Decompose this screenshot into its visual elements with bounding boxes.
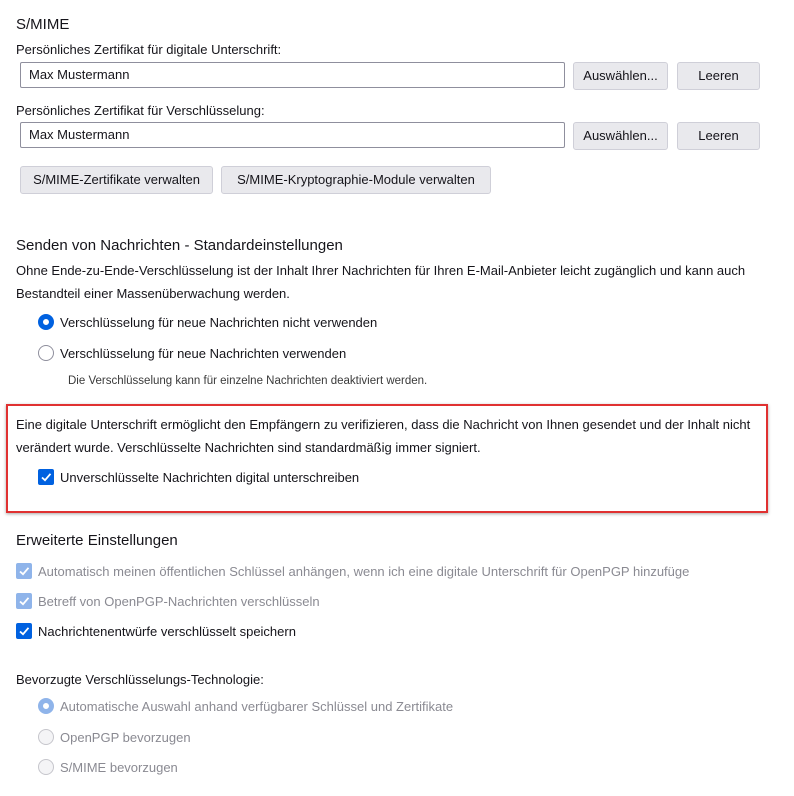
sending-heading: Senden von Nachrichten - Standardeinstellungen [16, 237, 343, 254]
checkmark-icon [40, 471, 52, 483]
encryption-cert-field[interactable]: Max Mustermann [20, 122, 565, 148]
signing-select-button[interactable]: Auswählen... [573, 62, 668, 90]
attach-key-label: Automatisch meinen öffentlichen Schlüssel anhängen, wenn ich eine digitale Unterschrift für OpenPGP hinzufüge [38, 564, 690, 579]
encrypt-drafts-checkbox[interactable] [16, 623, 32, 639]
radio-tech-auto-label: Automatische Auswahl anhand verfügbarer Schlüssel und Zertifikate [60, 699, 454, 714]
radio-encryption-label[interactable]: Verschlüsselung für neue Nachrichten verwenden [60, 346, 347, 361]
signing-cert-label: Persönliches Zertifikat für digitale Unterschrift: [16, 42, 282, 57]
encrypt-subject-checkbox [16, 593, 32, 609]
signing-clear-button[interactable]: Leeren [677, 62, 760, 90]
checkmark-icon [18, 565, 30, 577]
checkmark-icon [18, 595, 30, 607]
radio-tech-auto [38, 698, 54, 714]
radio-encryption[interactable] [38, 345, 54, 361]
technology-label: Bevorzugte Verschlüsselungs-Technologie: [16, 672, 264, 687]
sign-unencrypted-label[interactable]: Unverschlüsselte Nachrichten digital unterschreiben [60, 470, 360, 485]
smime-heading: S/MIME [16, 16, 70, 33]
encryption-clear-button[interactable]: Leeren [677, 122, 760, 150]
radio-tech-openpgp-label: OpenPGP bevorzugen [60, 730, 191, 745]
attach-key-checkbox [16, 563, 32, 579]
advanced-heading: Erweiterte Einstellungen [16, 532, 178, 549]
encrypt-drafts-label[interactable]: Nachrichtenentwürfe verschlüsselt speichern [38, 624, 296, 639]
radio-no-encryption[interactable] [38, 314, 54, 330]
checkmark-icon [18, 625, 30, 637]
encryption-note: Die Verschlüsselung kann für einzelne Nachrichten deaktiviert werden. [68, 375, 428, 387]
sign-unencrypted-checkbox[interactable] [38, 469, 54, 485]
signing-cert-field[interactable]: Max Mustermann [20, 62, 565, 88]
radio-tech-openpgp [38, 729, 54, 745]
encryption-select-button[interactable]: Auswählen... [573, 122, 668, 150]
signature-description: Eine digitale Unterschrift ermöglicht den Empfängern zu verifizieren, dass die Nachricht von Ihnen gesendet und der Inhalt nicht verändert wurde. Verschlüsselte Nachrichten sind standardmäßig immer signiert. [16, 417, 751, 455]
radio-tech-smime [38, 759, 54, 775]
manage-smime-certs-button[interactable]: S/MIME-Zertifikate verwalten [20, 166, 213, 194]
manage-crypto-modules-button[interactable]: S/MIME-Kryptographie-Module verwalten [221, 166, 491, 194]
encrypt-subject-label: Betreff von OpenPGP-Nachrichten verschlüsseln [38, 594, 320, 609]
sending-description: Ohne Ende-zu-Ende-Verschlüsselung ist der Inhalt Ihrer Nachrichten für Ihren E-Mail-Anbieter leicht zugänglich und kann auch Bestandteil einer Massenüberwachung werden. [16, 263, 746, 301]
radio-no-encryption-label[interactable]: Verschlüsselung für neue Nachrichten nicht verwenden [60, 315, 378, 330]
radio-tech-smime-label: S/MIME bevorzugen [60, 760, 178, 775]
encryption-cert-label: Persönliches Zertifikat für Verschlüsselung: [16, 103, 265, 118]
